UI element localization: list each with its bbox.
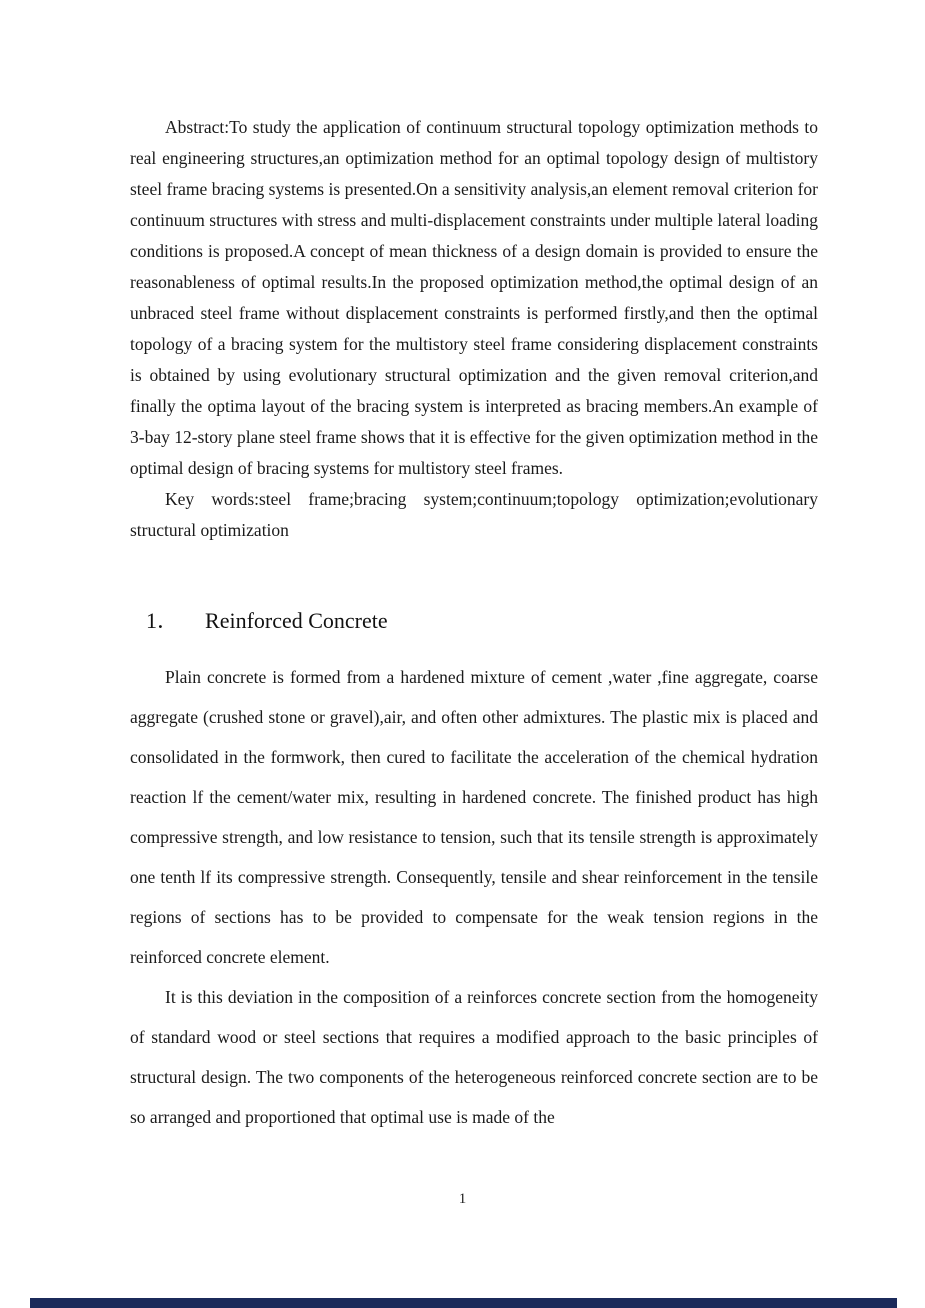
section-number: 1． <box>146 608 180 633</box>
keywords-paragraph: Key words:steel frame;bracing system;continuum;topology optimization;evolutionary structural optimization <box>130 489 818 540</box>
abstract-block <box>130 112 818 546</box>
page-number: 1 <box>458 1191 467 1207</box>
body-paragraph: It is this deviation in the composition of a reinforces concrete section from the homogeneity of standard wood or steel sections that requires a modified approach to the basic principles of structural design. The two components of the heterogeneous reinforced concrete section are to be so arranged and proportioned that optimal use is made of the <box>130 987 818 1127</box>
document-page <box>130 0 818 1308</box>
bottom-bar <box>30 1298 897 1308</box>
body-paragraph: Plain concrete is formed from a hardened mixture of cement ,water ,fine aggregate, coarse aggregate (crushed stone or gravel),air, and often other admixtures. The plastic mix is placed and consolidated in the formwork, then cured to facilitate the acceleration of the chemical hydration reaction lf the cement/water mix, resulting in hardened concrete. The finished product has high compressive strength, and low resistance to tension, such that its tensile strength is approximately one tenth lf its compressive strength. Consequently, tensile and shear reinforcement in the tensile regions of sections has to be provided to compensate for the weak tension regions in the reinforced concrete element. <box>130 667 818 967</box>
section-title: Reinforced Concrete <box>205 608 388 633</box>
section-heading <box>130 604 818 635</box>
abstract-paragraph: Abstract:To study the application of continuum structural topology optimization methods to real engineering structures,an optimization method for an optimal topology design of multistory steel frame bracing systems is presented.On a sensitivity analysis,an element removal criterion for continuum structures with stress and multi-displacement constraints under multiple lateral loading conditions is proposed.A concept of mean thickness of a design domain is provided to ensure the reasonableness of optimal results.In the proposed optimization method,the optimal design of an unbraced steel frame without displacement constraints is performed firstly,and then the optimal topology of a bracing system for the multistory steel frame considering displacement constraints is obtained by using evolutionary structural optimization and the given removal criterion,and finally the optima layout of the bracing system is interpreted as bracing members.An example of 3-bay 12-story plane steel frame shows that it is effective for the given optimization method in the optimal design of bracing systems for multistory steel frames. <box>130 117 818 478</box>
body-block <box>130 657 818 1137</box>
